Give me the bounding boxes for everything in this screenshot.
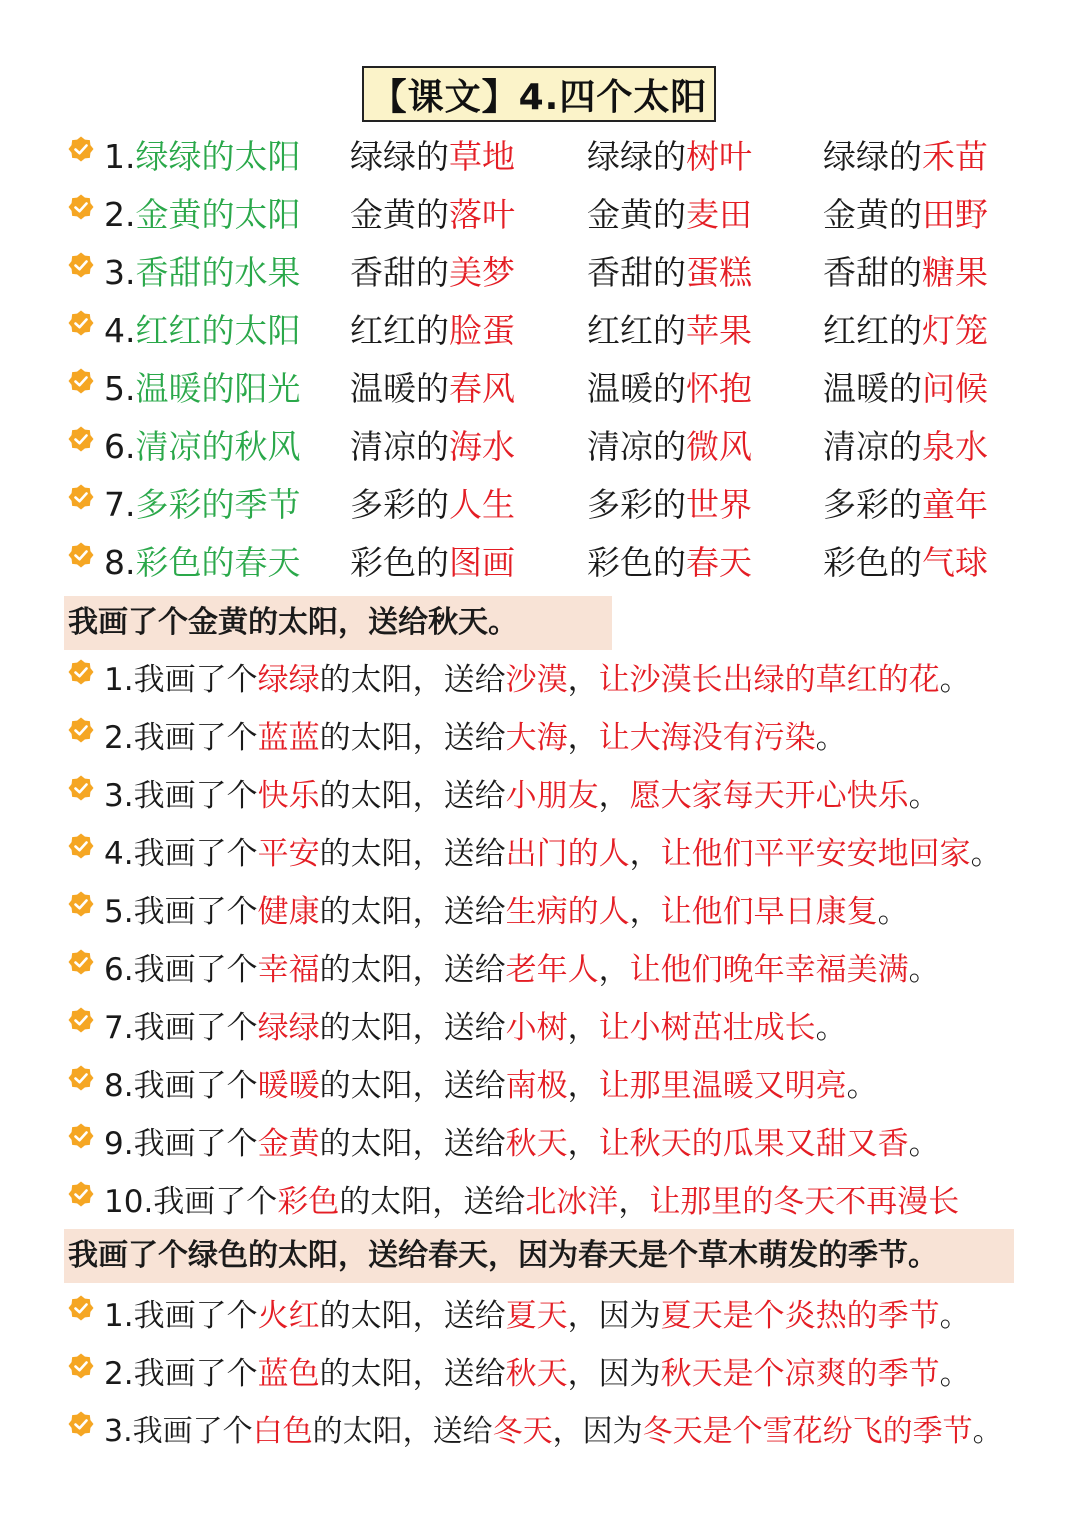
vocab-noun: 问候 (922, 369, 988, 408)
sentence-mid: 的太阳，送给 (319, 1010, 506, 1046)
page-title: 【课文】4.四个太阳 (362, 66, 716, 122)
vocab-number: 8. (104, 543, 136, 582)
sentence-row (104, 1403, 1003, 1461)
sentence-end: 。 (815, 720, 847, 756)
recipient: 冬天 (492, 1414, 553, 1449)
sentence-reason: 让他们晚年幸福美满 (629, 952, 909, 988)
check-badge-icon (68, 659, 94, 685)
sun-adjective: 金黄 (257, 1126, 320, 1162)
vocab-phrase: 香甜的水果 (135, 253, 301, 292)
vocab-number: 2. (104, 195, 136, 234)
sentence-end: 。 (908, 1126, 940, 1162)
sentence-row (104, 1115, 940, 1173)
vocab-cell (823, 302, 988, 360)
sentence-connector: ，因为 (552, 1414, 643, 1449)
vocab-modifier: 红红的 (823, 311, 922, 350)
sentence-connector: ， (598, 952, 630, 988)
sun-adjective: 幸福 (257, 952, 320, 988)
vocab-cell (823, 244, 988, 302)
vocab-modifier: 温暖的 (587, 369, 686, 408)
sentence-prefix: 9.我画了个 (104, 1126, 258, 1162)
vocab-modifier: 香甜的 (587, 253, 686, 292)
vocab-cell (823, 418, 988, 476)
vocab-row (0, 360, 1080, 418)
sentence-reason: 让秋天的瓜果又甜又香 (598, 1126, 909, 1162)
sentence-reason: 让大海没有污染 (598, 720, 816, 756)
sun-adjective: 平安 (257, 836, 320, 872)
vocab-modifier: 彩色的 (823, 543, 922, 582)
sentence-row (104, 999, 847, 1057)
sun-adjective: 绿绿 (257, 662, 320, 698)
sentence-reason: 让他们平平安安地回家 (660, 836, 971, 872)
check-badge-icon (68, 1353, 94, 1379)
vocab-noun: 田野 (922, 195, 988, 234)
vocab-cell (587, 360, 752, 418)
sentence-end: 。 (877, 894, 909, 930)
sentence-connector: ， (598, 778, 630, 814)
check-badge-icon (68, 1181, 94, 1207)
vocab-noun: 蛋糕 (686, 253, 752, 292)
vocab-noun: 童年 (922, 485, 988, 524)
sentence-reason: 让小树茁壮成长 (598, 1010, 816, 1046)
vocab-modifier: 彩色的 (587, 543, 686, 582)
check-badge-icon (68, 833, 94, 859)
section-heading: 我画了个金黄的太阳，送给秋天。 (64, 596, 612, 650)
sentence-mid: 的太阳，送给 (319, 1126, 506, 1162)
vocab-modifier: 清凉的 (350, 427, 449, 466)
sun-adjective: 绿绿 (257, 1010, 320, 1046)
sentence-reason: 愿大家每天开心快乐 (629, 778, 909, 814)
vocab-noun: 美梦 (449, 253, 515, 292)
sentence-prefix: 2.我画了个 (104, 1356, 258, 1392)
sentence-row (104, 1287, 971, 1345)
recipient: 小朋友 (505, 778, 599, 814)
vocab-cell (350, 128, 515, 186)
vocab-lead (104, 476, 301, 534)
recipient: 生病的人 (505, 894, 630, 930)
vocab-cell (587, 302, 752, 360)
vocab-cell (350, 244, 515, 302)
check-badge-icon (68, 1411, 94, 1437)
vocab-modifier: 金黄的 (823, 195, 922, 234)
vocab-cell (587, 244, 752, 302)
vocab-modifier: 温暖的 (823, 369, 922, 408)
check-badge-icon (68, 949, 94, 975)
sentence-row (104, 651, 971, 709)
recipient: 沙漠 (505, 662, 568, 698)
sentence-reason: 让那里温暖又明亮 (598, 1068, 847, 1104)
sun-adjective: 快乐 (257, 778, 320, 814)
vocab-noun: 糖果 (922, 253, 988, 292)
sentence-prefix: 5.我画了个 (104, 894, 258, 930)
vocab-cell (350, 302, 515, 360)
recipient: 老年人 (505, 952, 599, 988)
vocab-cell (823, 534, 988, 592)
vocab-noun: 落叶 (449, 195, 515, 234)
vocab-noun: 图画 (449, 543, 515, 582)
sentence-mid: 的太阳，送给 (319, 778, 506, 814)
sentence-prefix: 3.我画了个 (104, 778, 258, 814)
vocab-lead (104, 360, 301, 418)
vocab-cell (350, 360, 515, 418)
vocab-cell (587, 476, 752, 534)
vocab-noun: 怀抱 (686, 369, 752, 408)
vocab-cell (823, 476, 988, 534)
recipient: 南极 (505, 1068, 568, 1104)
sentence-prefix: 2.我画了个 (104, 720, 258, 756)
sun-adjective: 蓝蓝 (257, 720, 320, 756)
vocab-modifier: 金黄的 (350, 195, 449, 234)
sentence-mid: 的太阳，送给 (319, 1356, 506, 1392)
vocab-lead (104, 534, 301, 592)
vocab-row (0, 302, 1080, 360)
vocab-phrase: 金黄的太阳 (135, 195, 301, 234)
vocab-row (0, 244, 1080, 302)
vocab-cell (823, 360, 988, 418)
sentence-row (104, 1173, 959, 1231)
vocab-number: 1. (104, 137, 136, 176)
vocab-modifier: 清凉的 (823, 427, 922, 466)
sentence-row (104, 1057, 878, 1115)
sentence-end: 。 (939, 1356, 971, 1392)
vocab-lead (104, 244, 301, 302)
recipient: 北冰洋 (525, 1184, 619, 1220)
vocab-cell (587, 534, 752, 592)
vocab-modifier: 红红的 (350, 311, 449, 350)
sentence-end: 。 (939, 1298, 971, 1334)
vocab-noun: 海水 (449, 427, 515, 466)
sentence-end: 。 (939, 662, 971, 698)
sentence-connector: ， (567, 720, 599, 756)
sentence-connector: ， (567, 662, 599, 698)
vocab-lead (104, 302, 301, 360)
vocab-modifier: 多彩的 (350, 485, 449, 524)
vocab-phrase: 多彩的季节 (135, 485, 301, 524)
vocab-phrase: 温暖的阳光 (135, 369, 301, 408)
sun-adjective: 白色 (252, 1414, 313, 1449)
sentence-mid: 的太阳，送给 (319, 894, 506, 930)
vocab-cell (350, 476, 515, 534)
sentence-connector: ， (567, 1010, 599, 1046)
sentence-row (104, 883, 909, 941)
check-badge-icon (68, 1007, 94, 1033)
recipient: 夏天 (505, 1298, 568, 1334)
sentence-connector: ， (629, 836, 661, 872)
sentence-reason: 秋天是个凉爽的季节 (660, 1356, 940, 1392)
vocab-noun: 气球 (922, 543, 988, 582)
sentence-reason: 让他们早日康复 (660, 894, 878, 930)
vocab-phrase: 清凉的秋风 (135, 427, 301, 466)
vocab-noun: 泉水 (922, 427, 988, 466)
vocab-phrase: 绿绿的太阳 (135, 137, 301, 176)
vocab-phrase: 彩色的春天 (135, 543, 301, 582)
sentence-mid: 的太阳，送给 (319, 836, 506, 872)
vocab-modifier: 香甜的 (350, 253, 449, 292)
sentence-reason: 让那里的冬天不再漫长 (649, 1184, 960, 1220)
sentence-connector: ， (567, 1068, 599, 1104)
sentence-prefix: 4.我画了个 (104, 836, 258, 872)
sentence-connector: ，因为 (567, 1356, 661, 1392)
sun-adjective: 健康 (257, 894, 320, 930)
vocab-modifier: 红红的 (587, 311, 686, 350)
sentence-connector: ， (567, 1126, 599, 1162)
vocab-cell (823, 128, 988, 186)
vocab-modifier: 多彩的 (823, 485, 922, 524)
sentence-prefix: 1.我画了个 (104, 662, 258, 698)
sentence-end: 。 (846, 1068, 878, 1104)
vocab-modifier: 香甜的 (823, 253, 922, 292)
sun-adjective: 蓝色 (257, 1356, 320, 1392)
vocab-cell (587, 128, 752, 186)
sentence-reason: 让沙漠长出绿的草红的花 (598, 662, 940, 698)
sentence-mid: 的太阳，送给 (319, 1068, 506, 1104)
vocab-noun: 灯笼 (922, 311, 988, 350)
vocab-cell (350, 186, 515, 244)
sentence-row (104, 1345, 971, 1403)
check-badge-icon (68, 891, 94, 917)
vocab-cell (587, 418, 752, 476)
vocab-number: 6. (104, 427, 136, 466)
sentence-mid: 的太阳，送给 (319, 1298, 506, 1334)
vocab-cell (350, 534, 515, 592)
vocab-modifier: 温暖的 (350, 369, 449, 408)
recipient: 大海 (505, 720, 568, 756)
vocab-modifier: 彩色的 (350, 543, 449, 582)
sentence-row (104, 825, 1002, 883)
sentence-end: 。 (908, 952, 940, 988)
vocab-noun: 微风 (686, 427, 752, 466)
vocab-noun: 脸蛋 (449, 311, 515, 350)
vocab-noun: 草地 (449, 137, 515, 176)
vocab-noun: 禾苗 (922, 137, 988, 176)
sentence-end: 。 (970, 836, 1002, 872)
vocab-noun: 人生 (449, 485, 515, 524)
check-badge-icon (68, 717, 94, 743)
recipient: 小树 (505, 1010, 568, 1046)
recipient: 秋天 (505, 1126, 568, 1162)
sun-adjective: 火红 (257, 1298, 320, 1334)
vocab-modifier: 绿绿的 (587, 137, 686, 176)
sentence-connector: ， (618, 1184, 650, 1220)
sentence-prefix: 8.我画了个 (104, 1068, 258, 1104)
sentence-reason: 夏天是个炎热的季节 (660, 1298, 940, 1334)
vocab-phrase: 红红的太阳 (135, 311, 301, 350)
check-badge-icon (68, 1123, 94, 1149)
vocab-number: 7. (104, 485, 136, 524)
sentence-reason: 冬天是个雪花纷飞的季节 (642, 1414, 973, 1449)
vocab-cell (823, 186, 988, 244)
vocab-modifier: 多彩的 (587, 485, 686, 524)
vocab-noun: 树叶 (686, 137, 752, 176)
vocab-modifier: 清凉的 (587, 427, 686, 466)
vocab-row (0, 418, 1080, 476)
vocab-noun: 世界 (686, 485, 752, 524)
check-badge-icon (68, 1065, 94, 1091)
vocab-number: 5. (104, 369, 136, 408)
sentence-mid: 的太阳，送给 (319, 662, 506, 698)
sentence-prefix: 7.我画了个 (104, 1010, 258, 1046)
vocab-lead (104, 128, 301, 186)
vocab-cell (350, 418, 515, 476)
vocab-lead (104, 418, 301, 476)
sentence-end: 。 (908, 778, 940, 814)
sentence-row (104, 941, 940, 999)
vocab-modifier: 金黄的 (587, 195, 686, 234)
sentence-prefix: 10.我画了个 (104, 1184, 278, 1220)
vocab-row (0, 534, 1080, 592)
check-badge-icon (68, 1295, 94, 1321)
vocab-cell (587, 186, 752, 244)
vocab-modifier: 绿绿的 (823, 137, 922, 176)
sentence-row (104, 767, 940, 825)
sentence-connector: ， (629, 894, 661, 930)
vocab-noun: 苹果 (686, 311, 752, 350)
section-heading: 我画了个绿色的太阳，送给春天，因为春天是个草木萌发的季节。 (64, 1229, 1014, 1283)
sun-adjective: 彩色 (277, 1184, 340, 1220)
sun-adjective: 暖暖 (257, 1068, 320, 1104)
sentence-prefix: 6.我画了个 (104, 952, 258, 988)
check-badge-icon (68, 775, 94, 801)
sentence-mid: 的太阳，送给 (319, 720, 506, 756)
vocab-number: 4. (104, 311, 136, 350)
sentence-mid: 的太阳，送给 (339, 1184, 526, 1220)
sentence-end: 。 (972, 1414, 1003, 1449)
sentence-mid: 的太阳，送给 (319, 952, 506, 988)
vocab-row (0, 476, 1080, 534)
vocab-noun: 春天 (686, 543, 752, 582)
vocab-noun: 春风 (449, 369, 515, 408)
sentence-connector: ，因为 (567, 1298, 661, 1334)
recipient: 秋天 (505, 1356, 568, 1392)
vocab-row (0, 186, 1080, 244)
sentence-prefix: 3.我画了个 (104, 1414, 253, 1449)
sentence-mid: 的太阳，送给 (312, 1414, 493, 1449)
sentence-row (104, 709, 847, 767)
vocab-noun: 麦田 (686, 195, 752, 234)
vocab-modifier: 绿绿的 (350, 137, 449, 176)
sentence-end: 。 (815, 1010, 847, 1046)
vocab-lead (104, 186, 301, 244)
vocab-row (0, 128, 1080, 186)
vocab-number: 3. (104, 253, 136, 292)
sentence-prefix: 1.我画了个 (104, 1298, 258, 1334)
recipient: 出门的人 (505, 836, 630, 872)
